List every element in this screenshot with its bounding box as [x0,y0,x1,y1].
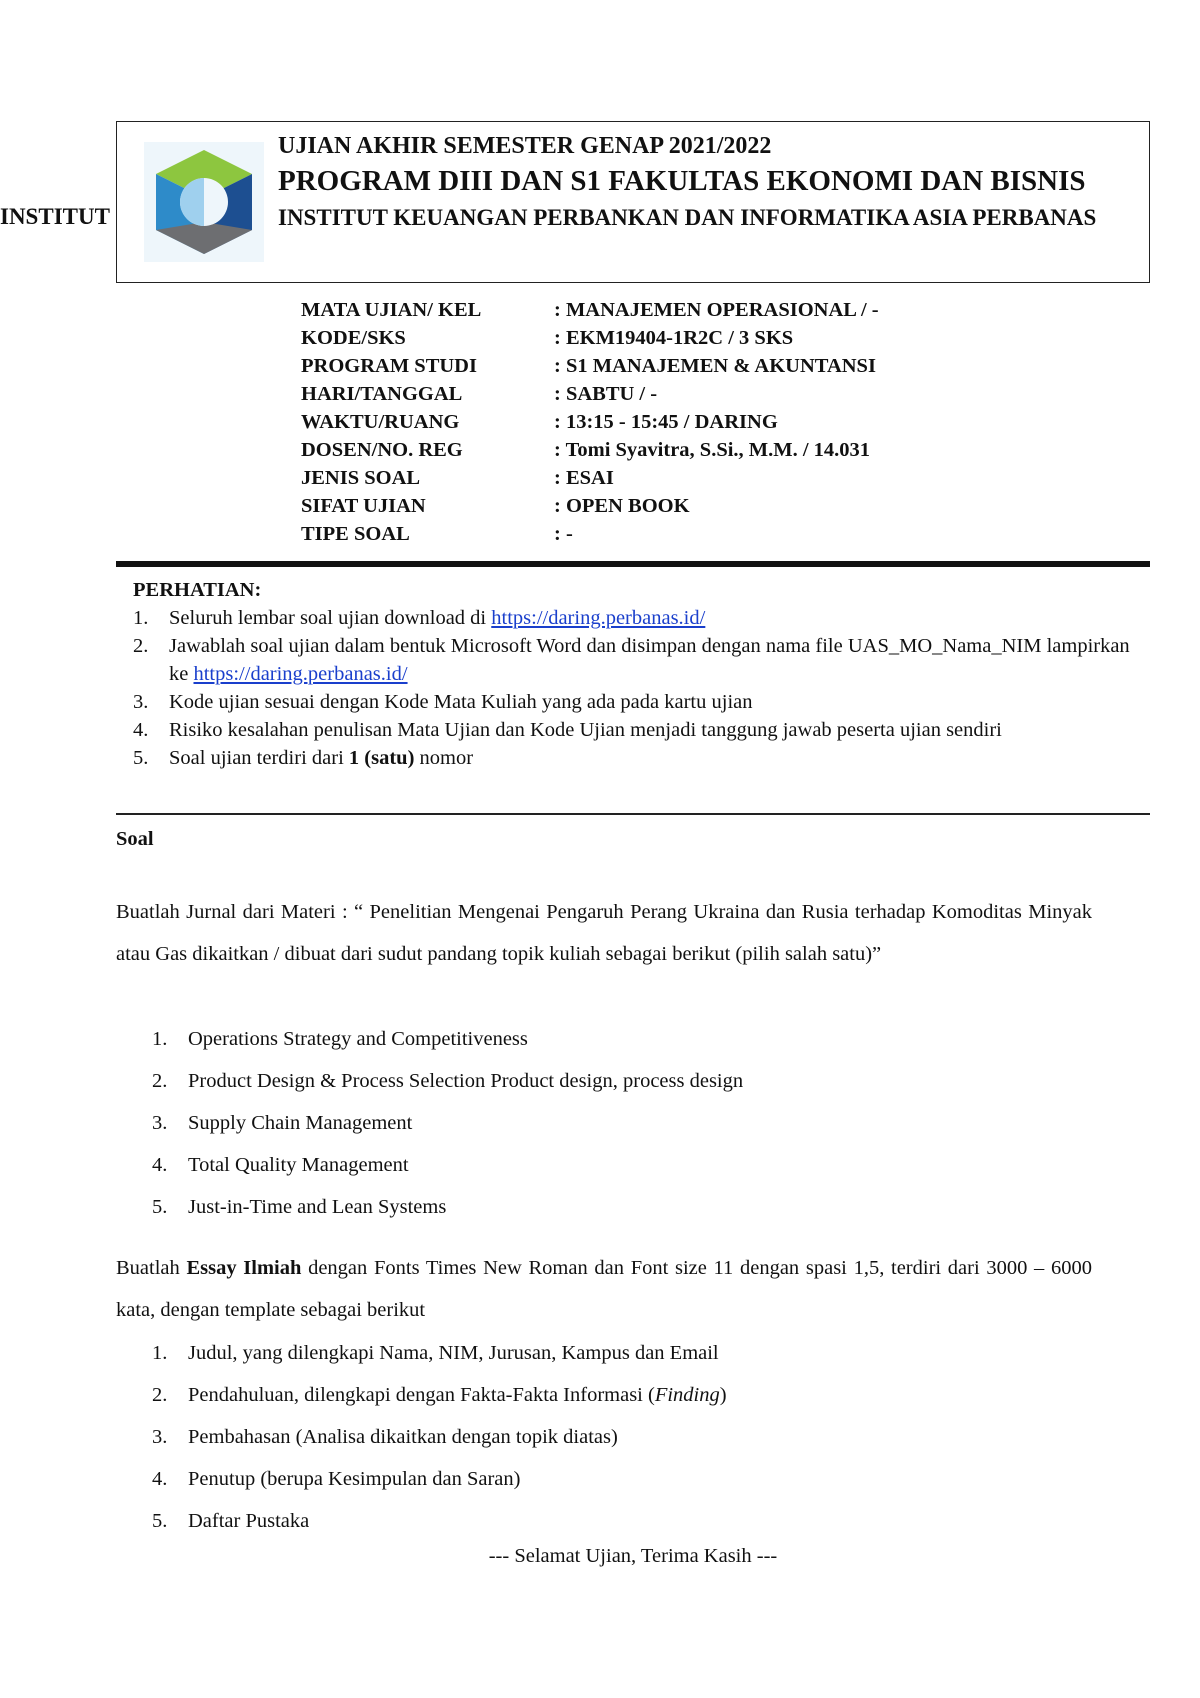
perhatian-item [133,604,1133,632]
topic-item [152,1144,743,1186]
list-number: 5. [152,1510,168,1532]
template-text: Daftar Pustaka [188,1510,310,1532]
template-text: ) [719,1384,727,1406]
list-number: 2. [133,635,149,657]
perbanas-logo-icon [144,142,264,262]
perhatian-item [133,688,1133,716]
perhatian-item [133,744,1133,772]
essay-text: dengan Fonts Times New Roman dan Font size 11 dengan spasi 1,5, terdiri dari 3000 – 6000 kata, dengan template sebagai berikut [116,1257,1093,1321]
template-item [152,1332,727,1374]
info-row [301,464,879,492]
template-text: Judul, yang dilengkapi Nama, NIM, Jurusan, Kampus dan Email [188,1342,719,1364]
list-number: 1. [152,1028,168,1050]
closing-text: --- Selamat Ujian, Terima Kasih --- [488,1545,778,1567]
info-row [301,408,879,436]
topic-list [152,1018,743,1228]
info-row [301,352,879,380]
template-text: Pendahuluan, dilengkapi dengan Fakta-Fakta Informasi ( [188,1384,655,1406]
info-label: KODE/SKS [301,327,406,349]
list-number: 5. [133,747,149,769]
header-title-program: PROGRAM DIII DAN S1 FAKULTAS EKONOMI DAN BISNIS [278,165,1086,197]
list-number: 3. [133,691,149,713]
header-title-institution: INSTITUT KEUANGAN PERBANKAN DAN INFORMATIKA ASIA PERBANAS [278,205,1097,230]
essay-instructions-paragraph [116,1247,1092,1331]
template-italic-text: Finding [654,1384,720,1406]
info-label: TIPE SOAL [301,523,410,545]
essay-text: Buatlah [116,1257,187,1279]
info-value: : - [554,523,573,545]
info-label: SIFAT UJIAN [301,495,426,517]
info-value: : OPEN BOOK [554,495,690,517]
topic-item [152,1018,743,1060]
header-title-exam: UJIAN AKHIR SEMESTER GENAP 2021/2022 [278,133,772,159]
perhatian-title: PERHATIAN: [133,579,262,601]
list-number: 4. [152,1154,168,1176]
topic-text: Total Quality Management [188,1154,409,1176]
perhatian-item-text: Kode ujian sesuai dengan Kode Mata Kuliah yang ada pada kartu ujian [169,691,753,713]
topic-item [152,1186,743,1228]
perhatian-item-text: Jawablah soal ujian dalam bentuk Microsoft Word dan disimpan dengan nama file UAS_MO_Nama_NIM lampirkan ke [169,635,1130,685]
info-label: WAKTU/RUANG [301,411,460,433]
list-number: 2. [152,1070,168,1092]
info-value: : ESAI [554,467,614,489]
info-value: : 13:15 - 15:45 / DARING [554,411,778,433]
info-row [301,436,879,464]
info-label: PROGRAM STUDI [301,355,477,377]
topic-item [152,1102,743,1144]
topic-text: Supply Chain Management [188,1112,413,1134]
perhatian-item-text: nomor [414,747,474,769]
soal-paragraph: Buatlah Jurnal dari Materi : “ Penelitian Mengenai Pengaruh Perang Ukraina dan Rusia terhadap Komoditas Minyak atau Gas dikaitkan / dibuat dari sudut pandang topik kuliah sebagai berikut (pilih salah satu)” [116,901,1092,965]
perhatian-item-text: Seluruh lembar soal ujian download di [169,607,492,629]
list-number: 4. [133,719,149,741]
info-row [301,324,879,352]
list-number: 3. [152,1112,168,1134]
list-number: 4. [152,1468,168,1490]
template-item [152,1416,727,1458]
template-text: Pembahasan (Analisa dikaitkan dengan topik diatas) [188,1426,618,1448]
info-value: : S1 MANAJEMEN & AKUNTANSI [554,355,876,377]
info-label: JENIS SOAL [301,467,421,489]
template-text: Penutup (berupa Kesimpulan dan Saran) [188,1468,521,1490]
list-number: 2. [152,1384,168,1406]
perhatian-item [133,632,1133,688]
template-item [152,1374,727,1416]
info-row [301,520,879,548]
side-institut-text: INSTITUT [0,204,110,229]
info-label: MATA UJIAN/ KEL [301,299,482,321]
essay-bold-text: Essay Ilmiah [186,1257,302,1279]
info-row [301,492,879,520]
info-value: : EKM19404-1R2C / 3 SKS [554,327,794,349]
perhatian-item [133,716,1133,744]
topic-item [152,1060,743,1102]
topic-text: Operations Strategy and Competitiveness [188,1028,528,1050]
topic-text: Just-in-Time and Lean Systems [188,1196,447,1218]
template-item [152,1458,727,1500]
info-value: : MANAJEMEN OPERASIONAL / - [554,299,879,321]
thick-divider [116,561,1150,567]
perhatian-item-text: Soal ujian terdiri dari [169,747,349,769]
list-number: 1. [133,607,149,629]
info-value: : Tomi Syavitra, S.Si., M.M. / 14.031 [554,439,871,461]
perhatian-list [133,604,1133,772]
template-list [152,1332,727,1542]
info-label: DOSEN/NO. REG [301,439,463,461]
info-row [301,380,879,408]
info-row [301,296,879,324]
soal-title: Soal [116,828,154,850]
topic-text: Product Design & Process Selection Product design, process design [188,1070,744,1092]
thin-divider [116,813,1150,815]
daring-link[interactable]: https://daring.perbanas.id/ [193,663,408,685]
template-item [152,1500,727,1542]
exam-info-table [301,296,879,548]
perhatian-item-text: Risiko kesalahan penulisan Mata Ujian dan Kode Ujian menjadi tanggung jawab peserta ujian sendiri [169,719,1002,741]
perhatian-item-bold: 1 (satu) [348,747,415,769]
info-label: HARI/TANGGAL [301,383,463,405]
list-number: 1. [152,1342,168,1364]
list-number: 3. [152,1426,168,1448]
info-value: : SABTU / - [554,383,658,405]
perhatian-section [133,576,1133,772]
list-number: 5. [152,1196,168,1218]
daring-link[interactable]: https://daring.perbanas.id/ [491,607,706,629]
